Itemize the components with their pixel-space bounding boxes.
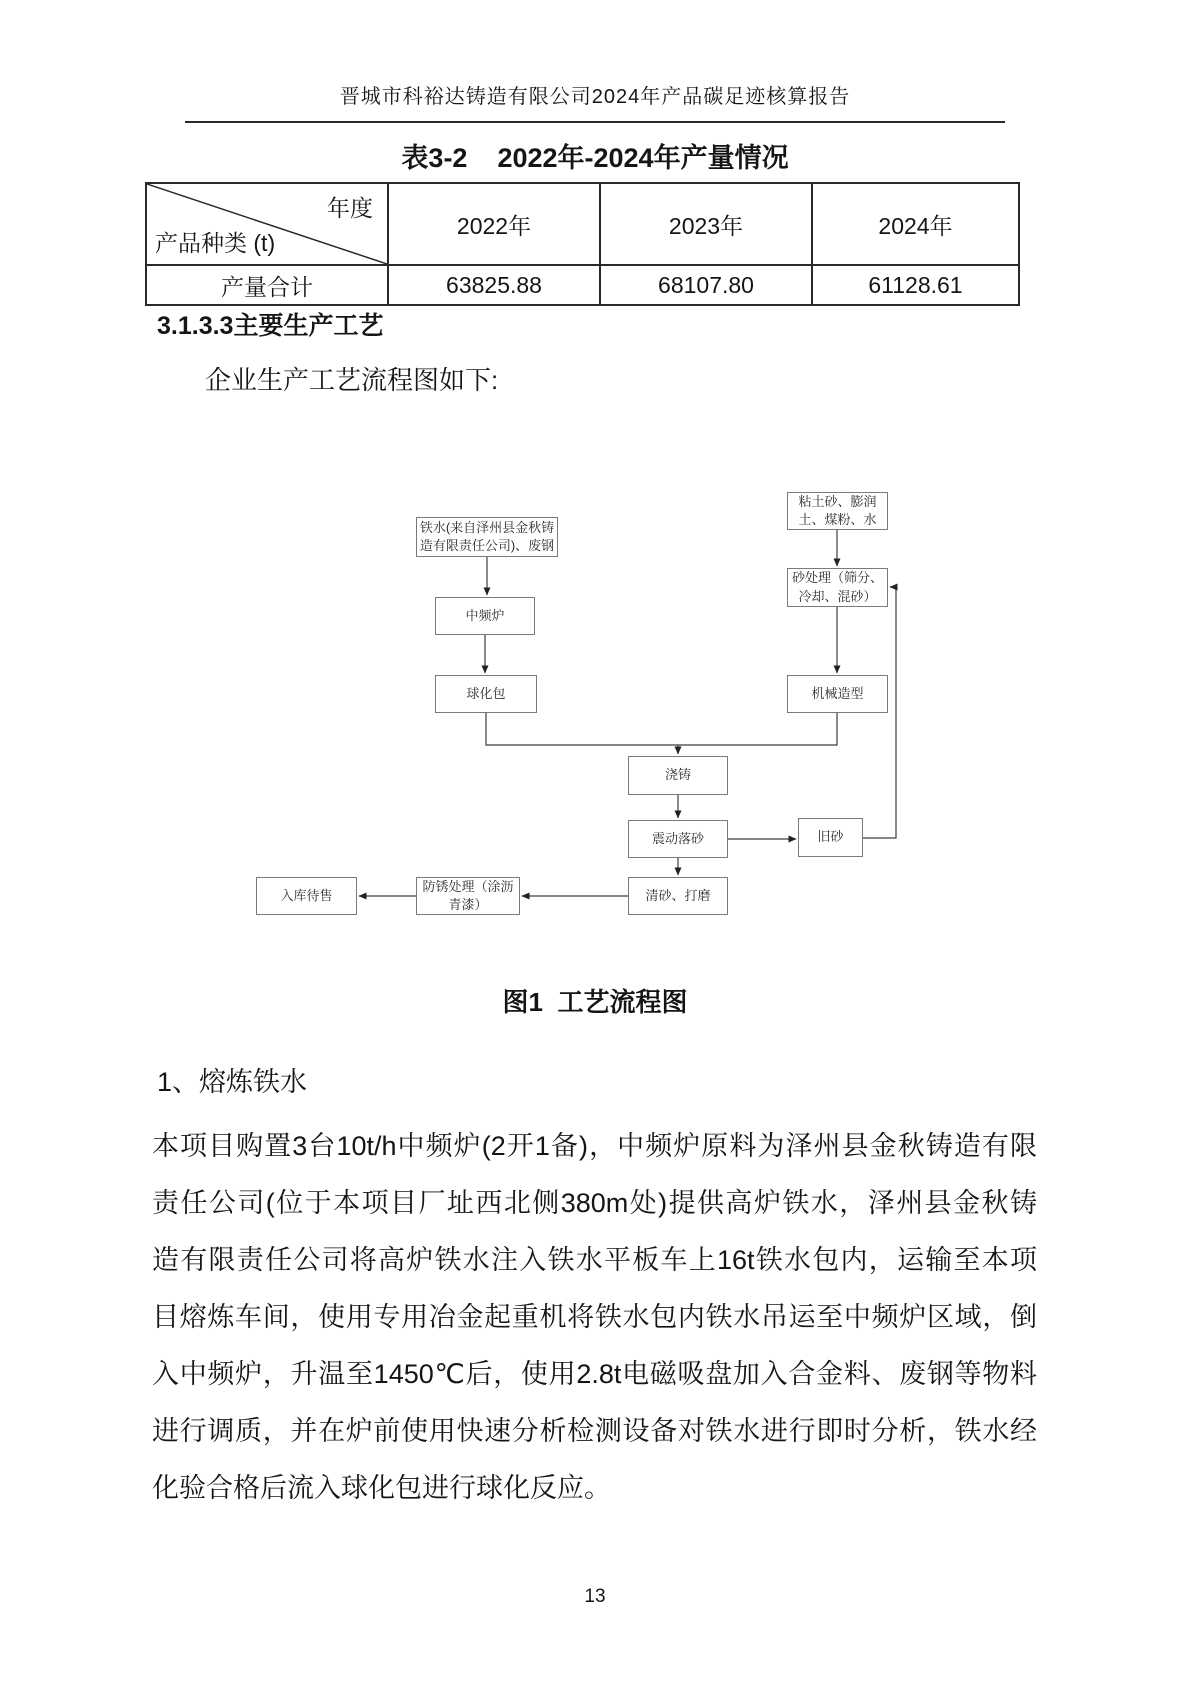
paragraph-line: 进行调质，并在炉前使用快速分析检测设备对铁水进行即时分析，铁水经 (152, 1416, 1037, 1446)
flow-node-cleaning: 清砂、打磨 (628, 877, 728, 915)
value-2022: 63825.88 (388, 265, 600, 305)
document-header: 晋城市科裕达铸造有限公司2024年产品碳足迹核算报告 (185, 80, 1005, 123)
flow-node-pouring: 浇铸 (628, 756, 728, 795)
flow-node-sand-treatment: 砂处理（筛分、冷却、混砂） (787, 568, 888, 607)
corner-label-product-type: 产品种类 (t) (155, 230, 276, 256)
paragraph-line: 入中频炉，升温至1450℃后，使用2.8t电磁吸盘加入合金料、废钢等物料 (152, 1359, 1037, 1389)
paragraph-line: 造有限责任公司将高炉铁水注入铁水平板车上16t铁水包内，运输至本项 (152, 1245, 1037, 1275)
table-data-row (146, 265, 1019, 305)
flowchart-connectors (0, 450, 1190, 930)
flow-node-old-sand: 旧砂 (798, 818, 863, 857)
value-2023: 68107.80 (600, 265, 812, 305)
flow-node-furnace: 中频炉 (435, 597, 535, 635)
flow-node-iron-water: 铁水(来自泽州县金秋铸造有限责任公司)、废钢 (416, 517, 558, 557)
column-header-2024: 2024年 (812, 183, 1019, 265)
flow-node-warehouse: 入库待售 (256, 877, 357, 915)
page-number: 13 (584, 1586, 606, 1607)
flow-node-ladle: 球化包 (435, 675, 537, 713)
flow-node-clay-sand: 粘土砂、膨润土、煤粉、水 (787, 492, 888, 530)
diagonal-header-cell (146, 183, 388, 265)
paragraph-line: 目熔炼车间，使用专用冶金起重机将铁水包内铁水吊运至中频炉区域，倒 (152, 1302, 1037, 1332)
body-paragraph (152, 1118, 1037, 1517)
figure-caption: 图1 工艺流程图 (502, 987, 688, 1017)
flow-node-molding: 机械造型 (787, 675, 888, 713)
row-label-total-output: 产量合计 (146, 265, 388, 305)
paragraph-line: 责任公司(位于本项目厂址西北侧380m处)提供高炉铁水，泽州县金秋铸 (152, 1188, 1037, 1218)
flow-node-shakeout: 震动落砂 (628, 820, 728, 858)
intro-text: 企业生产工艺流程图如下: (205, 365, 499, 395)
body-subheading: 1、熔炼铁水 (157, 1067, 308, 1097)
process-flowchart (0, 450, 1190, 930)
column-header-2022: 2022年 (388, 183, 600, 265)
flow-node-rustproof: 防锈处理（涂沥青漆） (416, 877, 520, 915)
column-header-2023: 2023年 (600, 183, 812, 265)
corner-label-year: 年度 (327, 195, 373, 221)
production-table (145, 182, 1020, 306)
table-header-row (146, 183, 1019, 265)
value-2024: 61128.61 (812, 265, 1019, 305)
section-heading: 3.1.3.3主要生产工艺 (157, 312, 384, 340)
paragraph-line: 化验合格后流入球化包进行球化反应。 (152, 1473, 611, 1503)
table-title: 表3-2 2022年-2024年产量情况 (401, 143, 789, 173)
paragraph-line: 本项目购置3台10t/h中频炉(2开1备)，中频炉原料为泽州县金秋铸造有限 (152, 1131, 1037, 1161)
